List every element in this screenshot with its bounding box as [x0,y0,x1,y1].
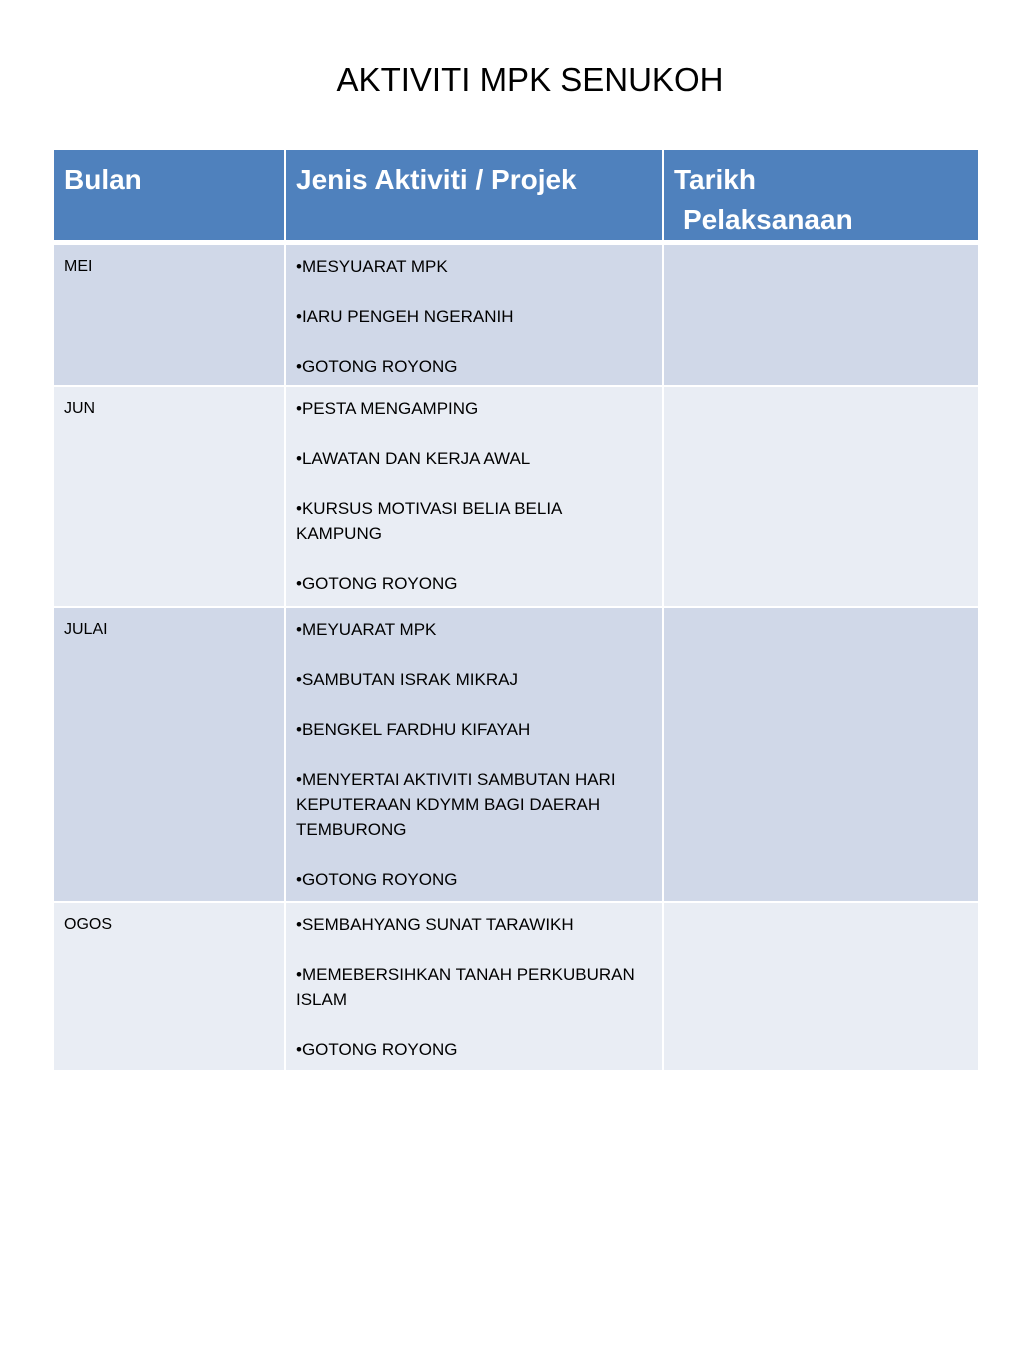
activities-cell [286,245,664,387]
page-title: AKTIVITI MPK SENUKOH [336,61,724,98]
activity-item: •PESTA MENGAMPING [296,399,479,418]
activities-cell [286,387,664,608]
header-tarikh [664,150,978,245]
activity-item: •SEMBAHYANG SUNAT TARAWIKH [296,915,574,934]
activity-item: •MESYUARAT MPK [296,257,448,276]
month-cell: JULAI [54,608,286,903]
activity-item: •GOTONG ROYONG [296,357,458,376]
activity-item: •GOTONG ROYONG [296,870,458,889]
date-cell [664,245,978,387]
activity-table [54,150,978,1072]
activity-item: •MEMEBERSIHKAN TANAH PERKUBURAN ISLAM [296,965,635,1009]
date-cell [664,608,978,903]
table-row [54,387,978,608]
month-cell: MEI [54,245,286,387]
activities-cell [286,903,664,1072]
activities-cell [286,608,664,903]
table-header-row [54,150,978,245]
activity-item: •LAWATAN DAN KERJA AWAL [296,449,531,468]
activity-item: •MEYUARAT MPK [296,620,437,639]
header-bulan: Bulan [54,150,286,245]
table-row [54,608,978,903]
activity-item: •GOTONG ROYONG [296,574,458,593]
date-cell [664,903,978,1072]
month-cell: JUN [54,387,286,608]
activity-item: •KURSUS MOTIVASI BELIA BELIA KAMPUNG [296,499,562,543]
header-jenis-aktiviti: Jenis Aktiviti / Projek [286,150,664,245]
activity-item: •SAMBUTAN ISRAK MIKRAJ [296,670,518,689]
activity-item: •BENGKEL FARDHU KIFAYAH [296,720,531,739]
month-cell: OGOS [54,903,286,1072]
activity-item: •MENYERTAI AKTIVITI SAMBUTAN HARI KEPUTERAAN KDYMM BAGI DAERAH TEMBURONG [296,770,616,839]
header-tarikh-line2: Pelaksanaan [683,204,853,235]
table-row [54,245,978,387]
header-tarikh-line1: Tarikh [674,164,756,195]
date-cell [664,387,978,608]
table-row [54,903,978,1072]
activity-item: •IARU PENGEH NGERANIH [296,307,514,326]
activity-item: •GOTONG ROYONG [296,1040,458,1059]
